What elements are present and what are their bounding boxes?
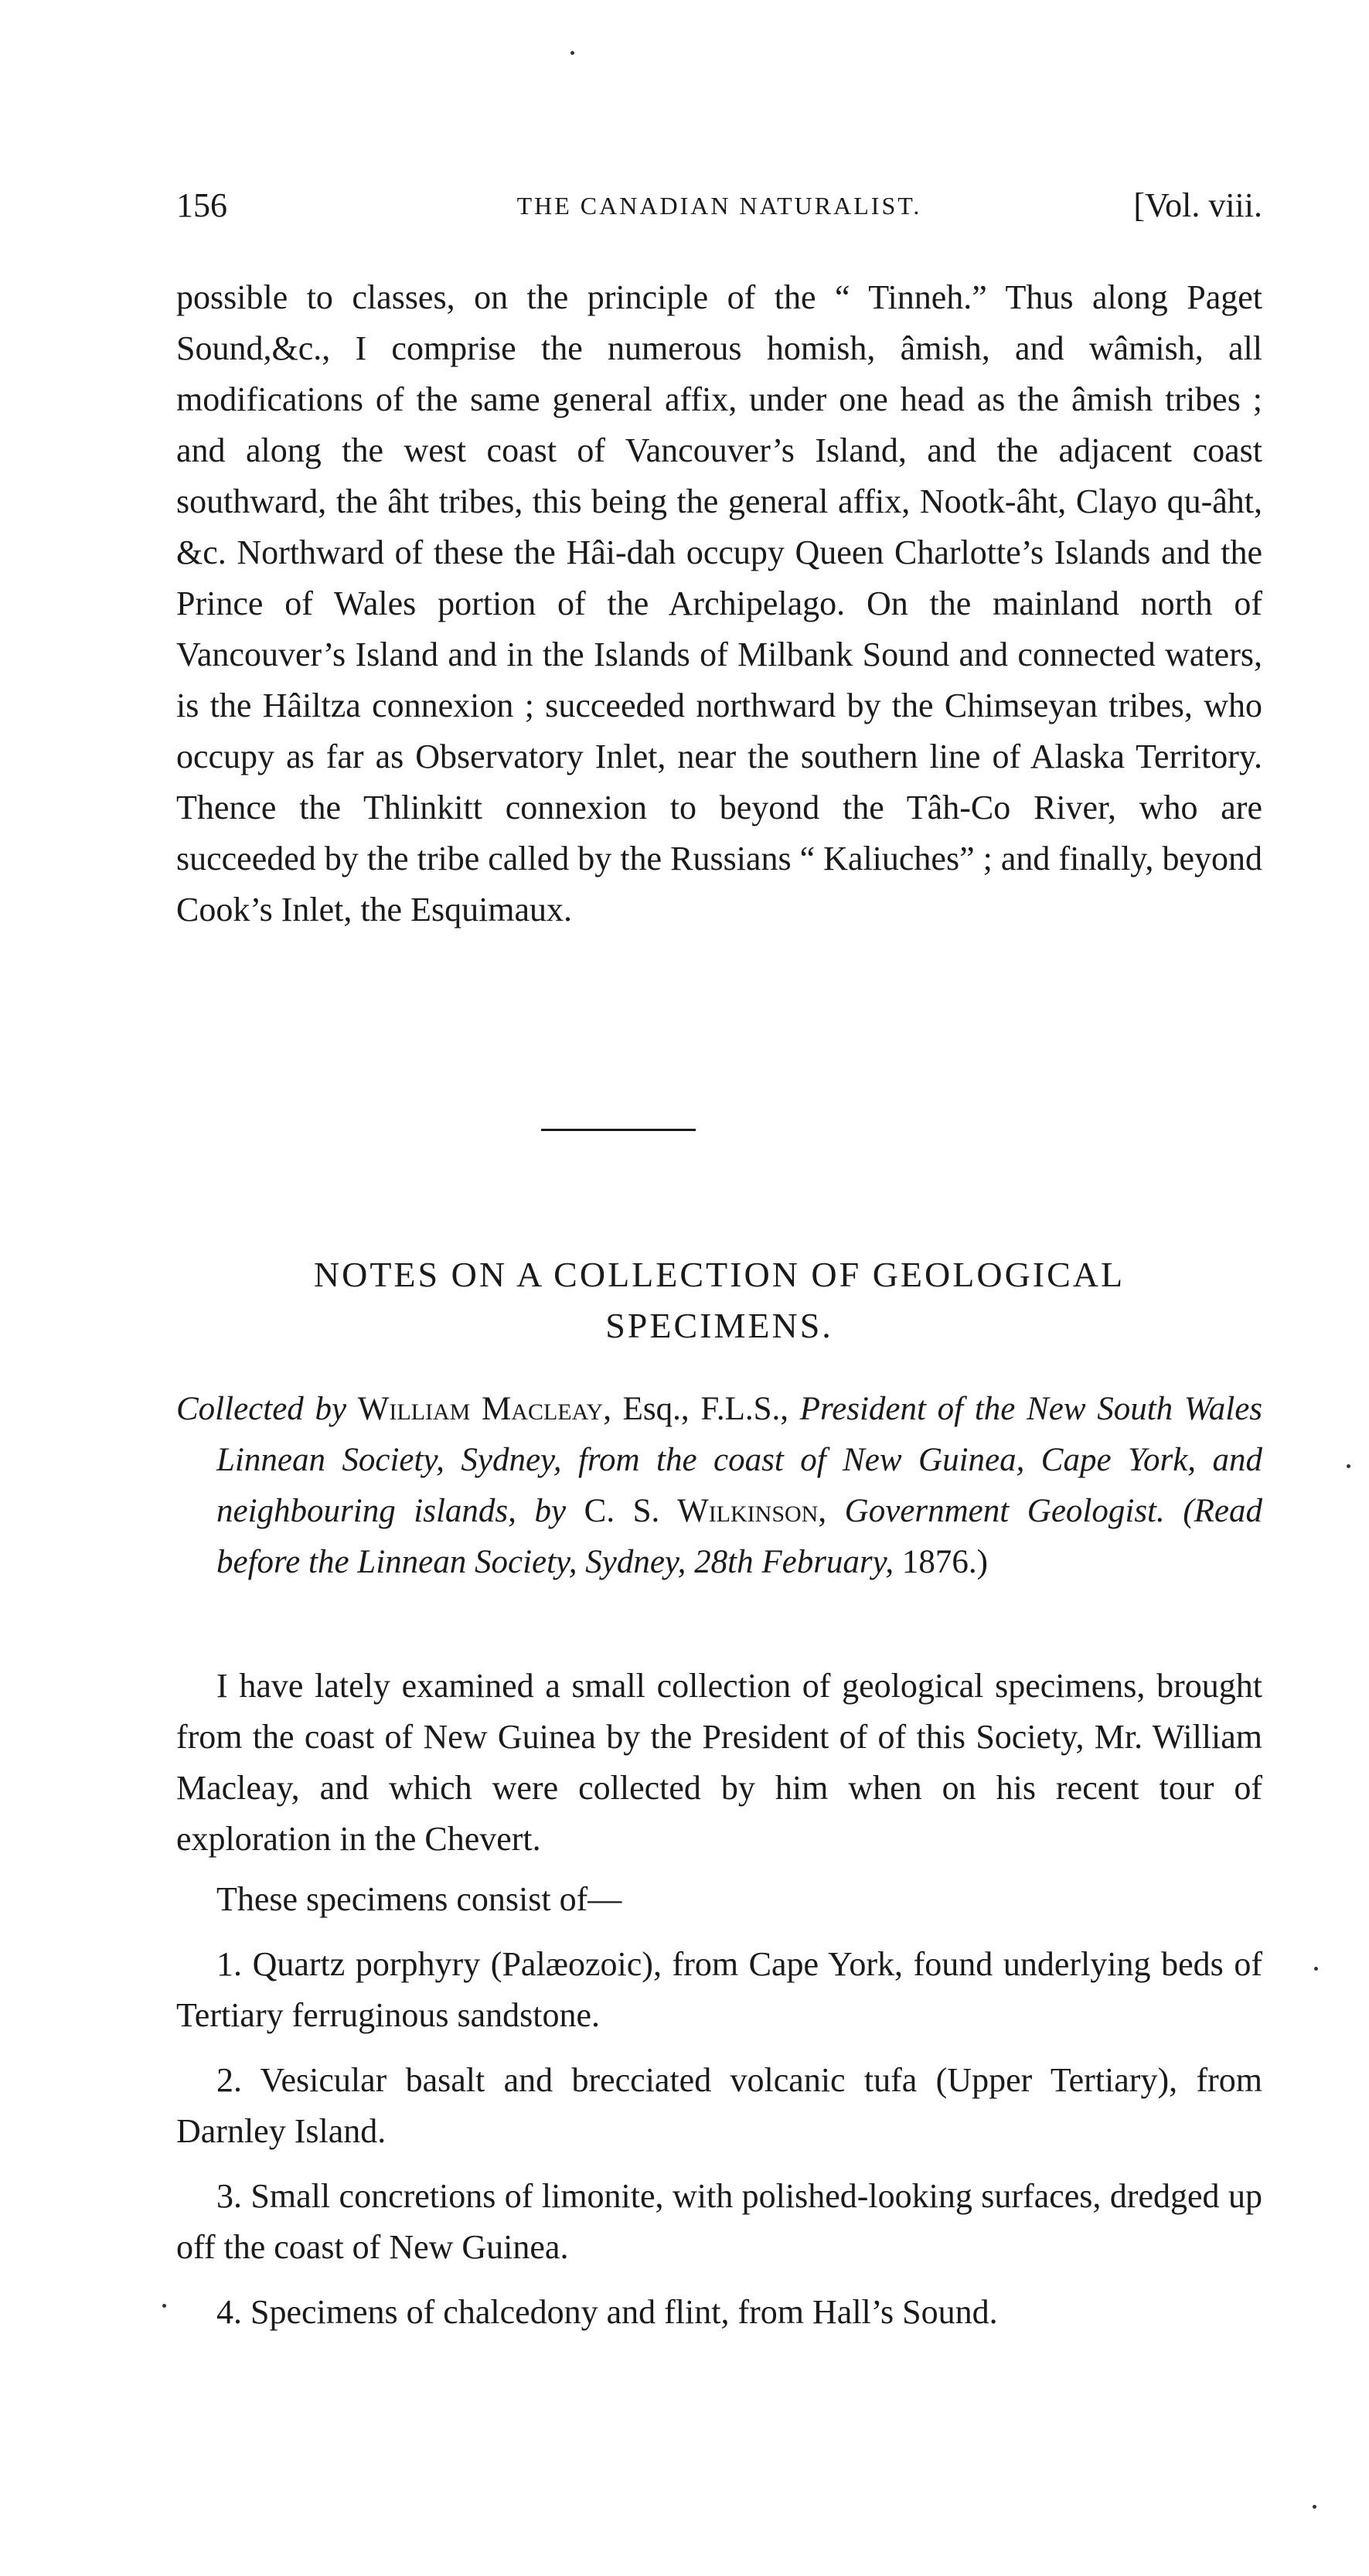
article-body — [176, 1661, 1262, 2338]
specimen-item-2: 2. Vesicular basalt and brecciated volcanic tufa (Upper Tertiary), from Darnley Island. — [176, 2061, 1262, 2150]
running-title: THE CANADIAN NATURALIST. — [516, 192, 922, 220]
byline-collector-suffix: , Esq., F.L.S., — [603, 1391, 789, 1427]
intro-paragraph: possible to classes, on the principle of the “ Tinneh.” Thus along Paget Sound,&c., I comprise the numerous homish, âmish, and wâmish, all modifications of the same general affix, under one head as the âmish tribes ; and along the west coast of Vancouver’s Island, and the adjacent coast southward, the âht tribes, this being the general affix, Nootk-âht, Clayo qu-âht, &c. Northward of these the Hâi-dah occupy Queen Charlotte’s Islands and the Prince of Wales portion of the Archipelago. On the mainland north of Vancouver’s Island and in the Islands of Milbank Sound and connected waters, is the Hâiltza connexion ; succeeded northward by the Chimseyan tribes, who occupy as far as Observatory Inlet, near the southern line of Alaska Territory. Thence the Thlinkitt connexion to beyond the Tâh-Co River, who are succeeded by the tribe called by the Russians “ Kaliuches” ; and finally, beyond Cook’s Inlet, the Esquimaux. — [176, 278, 1262, 929]
section-divider — [541, 1129, 696, 1131]
print-speck — [1314, 1967, 1318, 1971]
article-title-line-2: SPECIMENS. — [605, 1306, 833, 1345]
byline-collected-by: Collected by — [176, 1391, 347, 1427]
page-number: 156 — [176, 186, 227, 224]
print-speck — [1313, 2505, 1316, 2509]
byline-collector-name: William Macleay — [357, 1391, 604, 1427]
article-title — [176, 1249, 1262, 1351]
byline-author-name: C. S. Wilkinson — [584, 1493, 819, 1529]
print-speck — [162, 2304, 166, 2308]
byline-read-year: 1876.) — [901, 1544, 988, 1580]
article-title-line-1: NOTES ON A COLLECTION OF GEOLOGICAL — [313, 1255, 1126, 1294]
byline-collector-role: President of the New South Wales Linnean Society, Sydney, from the coast of New Guinea, Cape York, and neighbouring islands, by — [216, 1391, 1263, 1529]
article-byline: Collected by William Macleay, Esq., F.L.S., President of the New South Wales Linnean Society, Sydney, from the coast of New Guinea, Cape York, and neighbouring islands, by C. S. Wilkinson, Government Geologist. (Read before the Linnean Society, Sydney, 28th February, 1876.) — [176, 1391, 1263, 1580]
specimen-item-4: 4. Specimens of chalcedony and flint, from Hall’s Sound. — [216, 2293, 998, 2331]
byline-read-note: (Read before the Linnean Society, Sydney, 28th February, — [216, 1493, 1263, 1580]
print-speck — [1347, 1464, 1350, 1468]
specimen-item-1: 1. Quartz porphyry (Palæozoic), from Cape York, found underlying beds of Tertiary ferruginous sandstone. — [176, 1945, 1262, 2034]
article-paragraph-2: These specimens consist of— — [216, 1880, 622, 1918]
article-paragraph-1: I have lately examined a small collection of geological specimens, brought from the coast of New Guinea by the President of of this Society, Mr. William Macleay, and which were collected by him when on his recent tour of exploration in the Chevert. — [176, 1667, 1262, 1858]
print-speck — [570, 51, 574, 55]
specimen-item-3: 3. Small concretions of limonite, with polished-looking surfaces, dredged up off the coast of New Guinea. — [176, 2177, 1262, 2266]
volume-label: [Vol. viii. — [1133, 186, 1262, 224]
byline-author-role: Government Geologist. — [844, 1493, 1165, 1529]
intro-paragraph-block — [176, 272, 1262, 935]
running-header — [176, 186, 1262, 232]
